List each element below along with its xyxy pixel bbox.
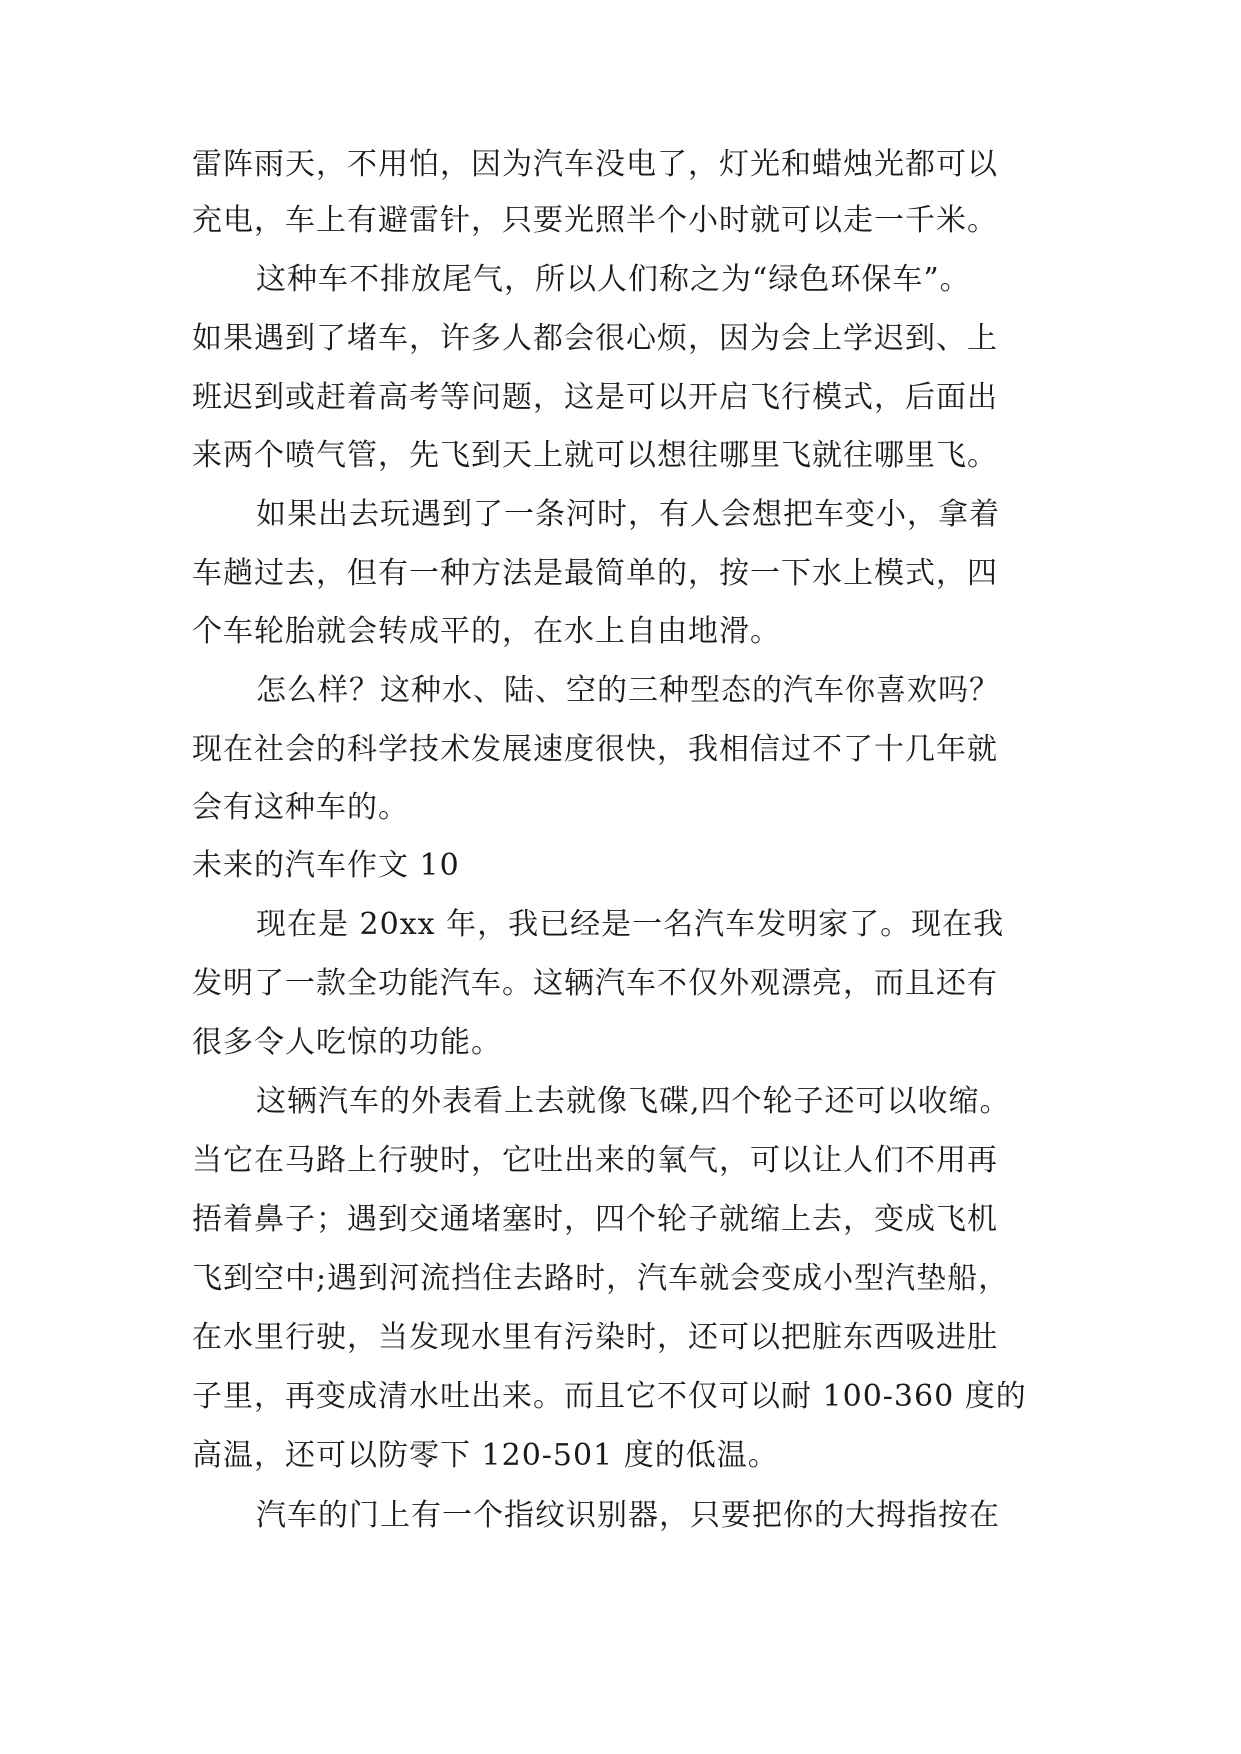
paragraph-line: 来两个喷气管，先飞到天上就可以想往哪里飞就往哪里飞。 (192, 438, 998, 473)
paragraph-line: 个车轮胎就会转成平的，在水上自由地滑。 (192, 614, 781, 649)
paragraph-line: 怎么样？这种水、陆、空的三种型态的汽车你喜欢吗？ (256, 673, 1000, 708)
paragraph-line: 在水里行驶，当发现水里有污染时，还可以把脏东西吸进肚 (192, 1320, 998, 1355)
paragraph-line: 当它在马路上行驶时，它吐出来的氧气，可以让人们不用再 (192, 1143, 998, 1178)
paragraph-line: 会有这种车的。 (192, 790, 409, 825)
paragraph-line: 雷阵雨天，不用怕，因为汽车没电了，灯光和蜡烛光都可以 (192, 147, 998, 182)
paragraph-line: 汽车的门上有一个指纹识别器，只要把你的大拇指按在 (256, 1498, 1000, 1533)
paragraph-line: 现在是 20xx 年，我已经是一名汽车发明家了。现在我 (256, 907, 1005, 942)
paragraph-line: 这辆汽车的外表看上去就像飞碟,四个轮子还可以收缩。 (256, 1084, 1011, 1119)
paragraph-line: 发明了一款全功能汽车。这辆汽车不仅外观漂亮，而且还有 (192, 966, 998, 1001)
paragraph-line: 如果出去玩遇到了一条河时，有人会想把车变小，拿着 (256, 497, 1000, 532)
paragraph-line: 班迟到或赶着高考等问题，这是可以开启飞行模式，后面出 (192, 380, 998, 415)
paragraph-line: 这种车不排放尾气，所以人们称之为“绿色环保车”。 (256, 262, 971, 297)
paragraph-line: 捂着鼻子；遇到交通堵塞时，四个轮子就缩上去，变成飞机 (192, 1202, 998, 1237)
paragraph-line: 高温，还可以防零下 120-501 度的低温。 (192, 1438, 779, 1473)
paragraph-line: 现在社会的科学技术发展速度很快，我相信过不了十几年就 (192, 732, 998, 767)
paragraph-line: 飞到空中;遇到河流挡住去路时，汽车就会变成小型汽垫船， (192, 1261, 1010, 1296)
paragraph-line: 很多令人吃惊的功能。 (192, 1025, 502, 1060)
section-heading: 未来的汽车作文 10 (192, 848, 460, 883)
paragraph-line: 充电，车上有避雷针，只要光照半个小时就可以走一千米。 (192, 203, 998, 238)
paragraph-line: 车趟过去，但有一种方法是最简单的，按一下水上模式，四 (192, 556, 998, 591)
paragraph-line: 子里，再变成清水吐出来。而且它不仅可以耐 100-360 度的 (192, 1379, 1027, 1414)
paragraph-line: 如果遇到了堵车，许多人都会很心烦，因为会上学迟到、上 (192, 321, 998, 356)
